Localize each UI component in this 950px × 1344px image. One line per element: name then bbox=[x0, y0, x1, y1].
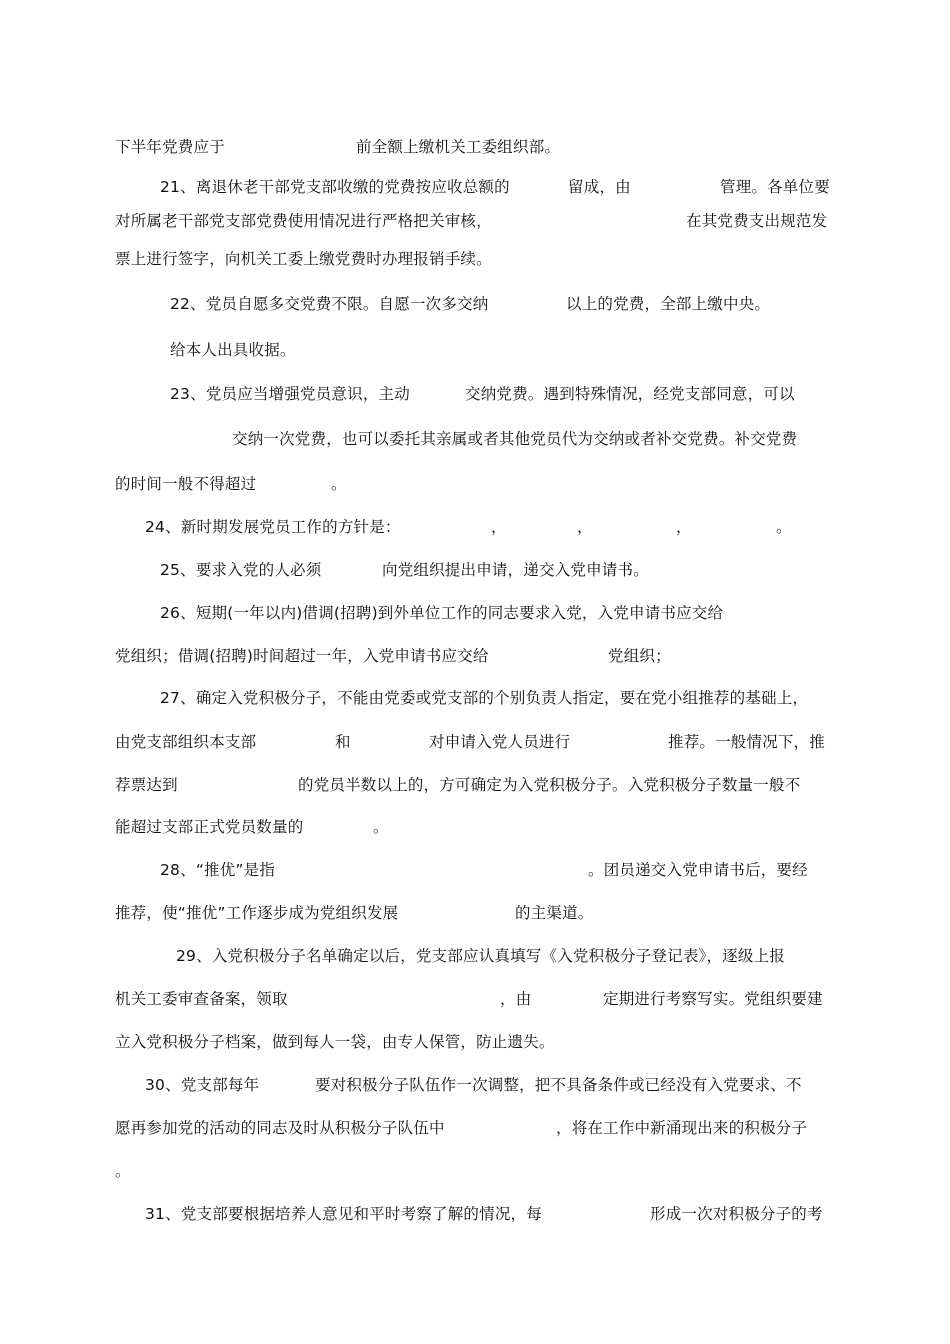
text-segment: ， bbox=[676, 518, 692, 536]
text-line bbox=[0, 601, 950, 625]
text-segment: 立入党积极分子档案，做到每人一袋，由专人保管，防止遗失。 bbox=[115, 1033, 555, 1051]
text-segment: 由党支部组织本支部 bbox=[115, 733, 257, 751]
text-segment: 26、短期(一年以内)借调(招聘)到外单位工作的同志要求入党，入党申请书应交给 bbox=[160, 604, 724, 622]
text-segment: 定期进行考察写实。党组织要建 bbox=[603, 990, 823, 1008]
text-segment: 23、党员应当增强党员意识，主动 bbox=[170, 385, 410, 403]
text-segment: 对所属老干部党支部党费使用情况进行严格把关审核， bbox=[115, 212, 492, 230]
text-line bbox=[0, 247, 950, 271]
text-line bbox=[0, 338, 950, 362]
text-line bbox=[0, 427, 950, 451]
text-line bbox=[0, 1030, 950, 1054]
text-segment: 要对积极分子队伍作一次调整，把不具备条件或已经没有入党要求、不 bbox=[315, 1076, 802, 1094]
text-segment: ， bbox=[577, 518, 593, 536]
text-segment: 27、确定入党积极分子，不能由党委或党支部的个别负责人指定，要在党小组推荐的基础上， bbox=[160, 689, 809, 707]
text-segment: 31、党支部要根据培养人意见和平时考察了解的情况，每 bbox=[145, 1205, 542, 1223]
text-segment: 对申请入党人员进行 bbox=[429, 733, 571, 751]
text-segment: 。 bbox=[331, 475, 347, 493]
text-line bbox=[0, 558, 950, 582]
text-line bbox=[0, 209, 950, 233]
text-segment: 党组织； bbox=[608, 647, 671, 665]
text-segment: 。 bbox=[776, 518, 792, 536]
text-segment: 。 bbox=[373, 818, 389, 836]
text-segment: 机关工委审查备案，领取 bbox=[115, 990, 288, 1008]
text-line bbox=[0, 175, 950, 199]
text-segment: 的时间一般不得超过 bbox=[115, 475, 257, 493]
text-line bbox=[0, 1202, 950, 1226]
text-segment: ，由 bbox=[500, 990, 532, 1008]
text-segment: 给本人出具收据。 bbox=[170, 341, 296, 359]
text-segment: 推荐。一般情况下，推 bbox=[668, 733, 826, 751]
text-segment: 票上进行签字，向机关工委上缴党费时办理报销手续。 bbox=[115, 250, 492, 268]
text-segment: 形成一次对积极分子的考 bbox=[650, 1205, 823, 1223]
text-line bbox=[0, 515, 950, 539]
text-segment: 以上的党费，全部上缴中央。 bbox=[566, 295, 771, 313]
text-segment: 前全额上缴机关工委组织部。 bbox=[356, 138, 561, 156]
text-line bbox=[0, 382, 950, 406]
text-line bbox=[0, 292, 950, 316]
text-segment: ，将在工作中新涌现出来的积极分子 bbox=[556, 1119, 808, 1137]
text-segment: 交纳一次党费，也可以委托其亲属或者其他党员代为交纳或者补交党费。补交党费 bbox=[232, 430, 798, 448]
text-segment: 管理。各单位要 bbox=[720, 178, 830, 196]
text-line bbox=[0, 135, 950, 159]
text-segment: 下半年党费应于 bbox=[115, 138, 225, 156]
text-segment: 党组织；借调(招聘)时间超过一年，入党申请书应交给 bbox=[115, 647, 489, 665]
text-segment: 向党组织提出申请，递交入党申请书。 bbox=[382, 561, 649, 579]
text-segment: 能超过支部正式党员数量的 bbox=[115, 818, 304, 836]
text-segment: 愿再参加党的活动的同志及时从积极分子队伍中 bbox=[115, 1119, 445, 1137]
text-segment: 在其党费支出规范发 bbox=[686, 212, 828, 230]
text-line bbox=[0, 1116, 950, 1140]
text-segment: 30、党支部每年 bbox=[145, 1076, 260, 1094]
text-segment: 的主渠道。 bbox=[515, 904, 594, 922]
text-line bbox=[0, 815, 950, 839]
text-segment: 25、要求入党的人必须 bbox=[160, 561, 322, 579]
text-line bbox=[0, 944, 950, 968]
text-line bbox=[0, 858, 950, 882]
text-segment: 24、新时期发展党员工作的方针是： bbox=[145, 518, 401, 536]
text-segment: 22、党员自愿多交党费不限。自愿一次多交纳 bbox=[170, 295, 489, 313]
text-line bbox=[0, 901, 950, 925]
text-line bbox=[0, 644, 950, 668]
text-segment: 留成，由 bbox=[568, 178, 631, 196]
text-segment: 。团员递交入党申请书后，要经 bbox=[588, 861, 808, 879]
text-segment: ， bbox=[491, 518, 507, 536]
text-line bbox=[0, 773, 950, 797]
text-segment: 和 bbox=[335, 733, 351, 751]
text-line bbox=[0, 1159, 950, 1183]
text-segment: 荐票达到 bbox=[115, 776, 178, 794]
text-line bbox=[0, 1073, 950, 1097]
text-segment: 21、离退休老干部党支部收缴的党费按应收总额的 bbox=[160, 178, 510, 196]
text-segment: 28、“推优”是指 bbox=[160, 861, 276, 879]
text-line bbox=[0, 686, 950, 710]
text-segment: 29、入党积极分子名单确定以后，党支部应认真填写《入党积极分子登记表》，逐级上报 bbox=[176, 947, 785, 965]
text-segment: 的党员半数以上的，方可确定为入党积极分子。入党积极分子数量一般不 bbox=[298, 776, 801, 794]
text-line bbox=[0, 472, 950, 496]
text-segment: 交纳党费。遇到特殊情况，经党支部同意，可以 bbox=[465, 385, 795, 403]
text-segment: 推荐，使“推优”工作逐步成为党组织发展 bbox=[115, 904, 399, 922]
text-line bbox=[0, 730, 950, 754]
text-segment: 。 bbox=[115, 1162, 131, 1180]
text-line bbox=[0, 987, 950, 1011]
